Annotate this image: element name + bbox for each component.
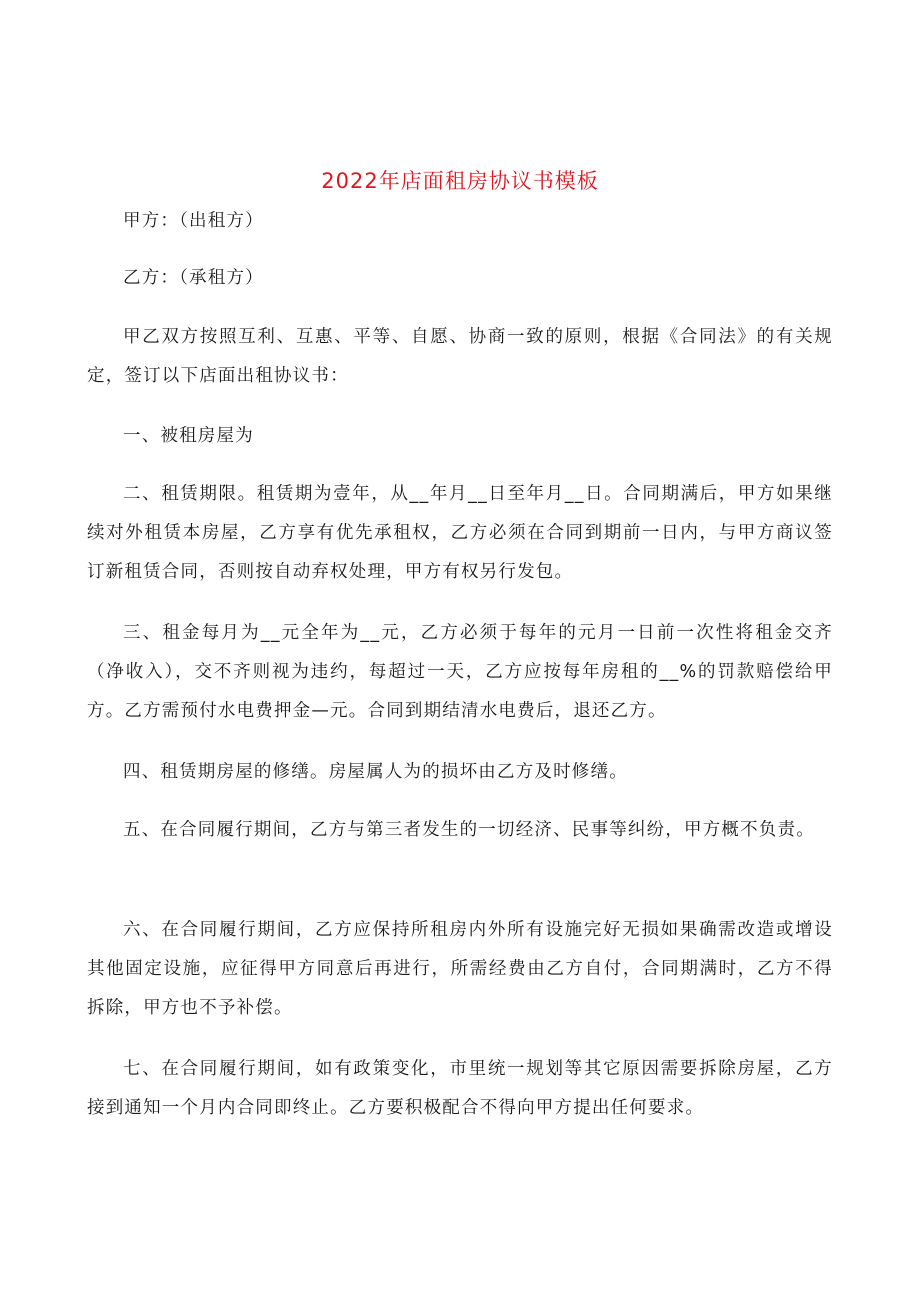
clause-1: 一、被租房屋为 [123,426,254,446]
clause-2: 二、租赁期限。租赁期为壹年，从__年月__日至年月__日。合同期满后，甲方如果继续对外租赁本房屋，乙方享有优先承租权，乙方必须在合同到期前一日内，与甲方商议签订新租赁合同，否则按自动弃权处理，甲方有权另行发包。 [87,484,833,582]
clause-4: 四、租赁期房屋的修缮。房屋属人为的损坏由乙方及时修缮。 [123,762,628,782]
party-a-line: 甲方：（出租方） [123,211,264,231]
clause-6: 六、在合同履行期间，乙方应保持所租房内外所有设施完好无损如果确需改造或增设其他固定设施，应征得甲方同意后再进行，所需经费由乙方自付，合同期满时，乙方不得拆除，甲方也不予补偿。 [87,920,833,1018]
party-b-line: 乙方：（承租方） [123,268,264,288]
document-title: 2022年店面租房协议书模板 [321,169,599,193]
clause-5: 五、在合同履行期间，乙方与第三者发生的一切经济、民事等纠纷，甲方概不负责。 [123,820,815,840]
clause-3: 三、租金每月为__元全年为__元，乙方必须于每年的元月一日前一次性将租金交齐（净收入），交不齐则视为违约，每超过一天，乙方应按每年房租的__%的罚款赔偿给甲方。乙方需预付水电费押金—元。合同到期结清水电费后，退还乙方。 [87,623,833,721]
clause-7: 七、在合同履行期间，如有政策变化，市里统一规划等其它原因需要拆除房屋，乙方接到通知一个月内合同即终止。乙方要积极配合不得向甲方提出任何要求。 [87,1059,833,1118]
intro-paragraph: 甲乙双方按照互利、互惠、平等、自愿、协商一致的原则，根据《合同法》的有关规定，签订以下店面出租协议书： [87,327,833,386]
